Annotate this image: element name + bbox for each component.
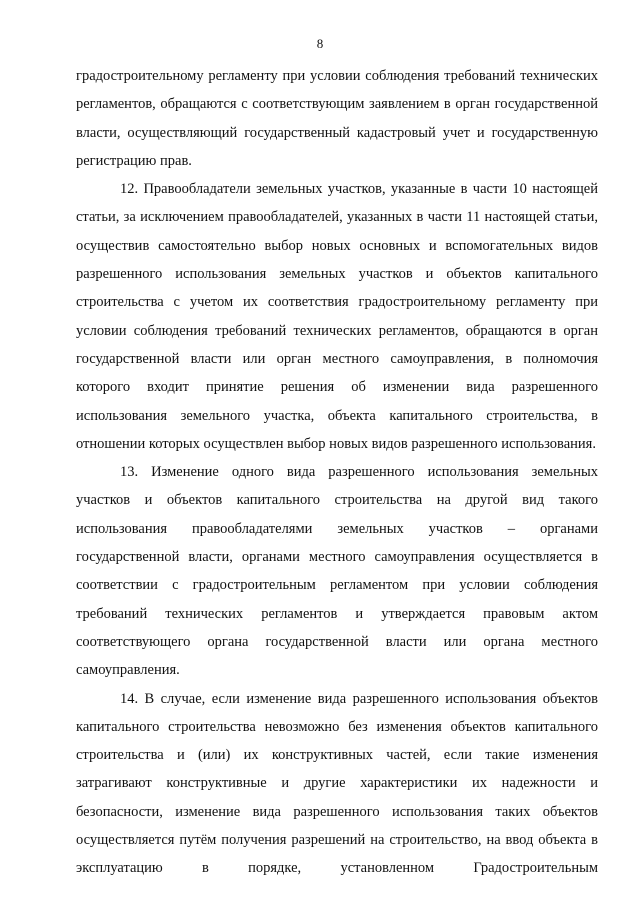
paragraph-12: 12. Правообладатели земельных участков, указанные в части 10 настоящей статьи, за исключением правообладателей, указанных в части 11 настоящей статьи, осуществив самостоятельно выбор новых основных и вспомогательных видов разрешенного использования земельных участков и объектов капитального строительства с учетом их соответствия градостроительному регламенту при условии соблюдения требований технических регламентов, обращаются в орган государственной власти или орган местного самоуправления, в полномочия которого входит принятие решения об изменении вида разрешенного использования земельного участка, объекта капитального строительства, в отношении которых осуществлен выбор новых видов разрешенного использования. [76, 181, 598, 452]
paragraph-14: 14. В случае, если изменение вида разрешенного использования объектов капитального строительства невозможно без изменения объектов капитального строительства и (или) их конструктивных частей, если такие изменения затрагивают конструктивные и другие характеристики их надежности и безопасности, изменение вида разрешенного использования таких объектов осуществляется путём получения разрешений на строительство, на ввод объекта в эксплуатацию в порядке, установленном Градостроительным [76, 690, 598, 877]
page-number: 8 [316, 36, 324, 51]
paragraph-continuation: градостроительному регламенту при условии соблюдения требований технических регламентов, обращаются с соответствующим заявлением в орган государственной власти, осуществляющий государственный кадастровый учет и государственную регистрацию прав. [76, 68, 598, 169]
document-body [76, 62, 598, 883]
paragraph-13: 13. Изменение одного вида разрешенного использования земельных участков и объектов капитального строительства на другой вид такого использования правообладателями земельных участков – органами государственной власти, органами местного самоуправления осуществляется в соответствии с градостроительным регламентом при условии соблюдения требований технических регламентов и утверждается правовым актом соответствующего органа государственной власти или органа местного самоуправления. [76, 464, 598, 679]
